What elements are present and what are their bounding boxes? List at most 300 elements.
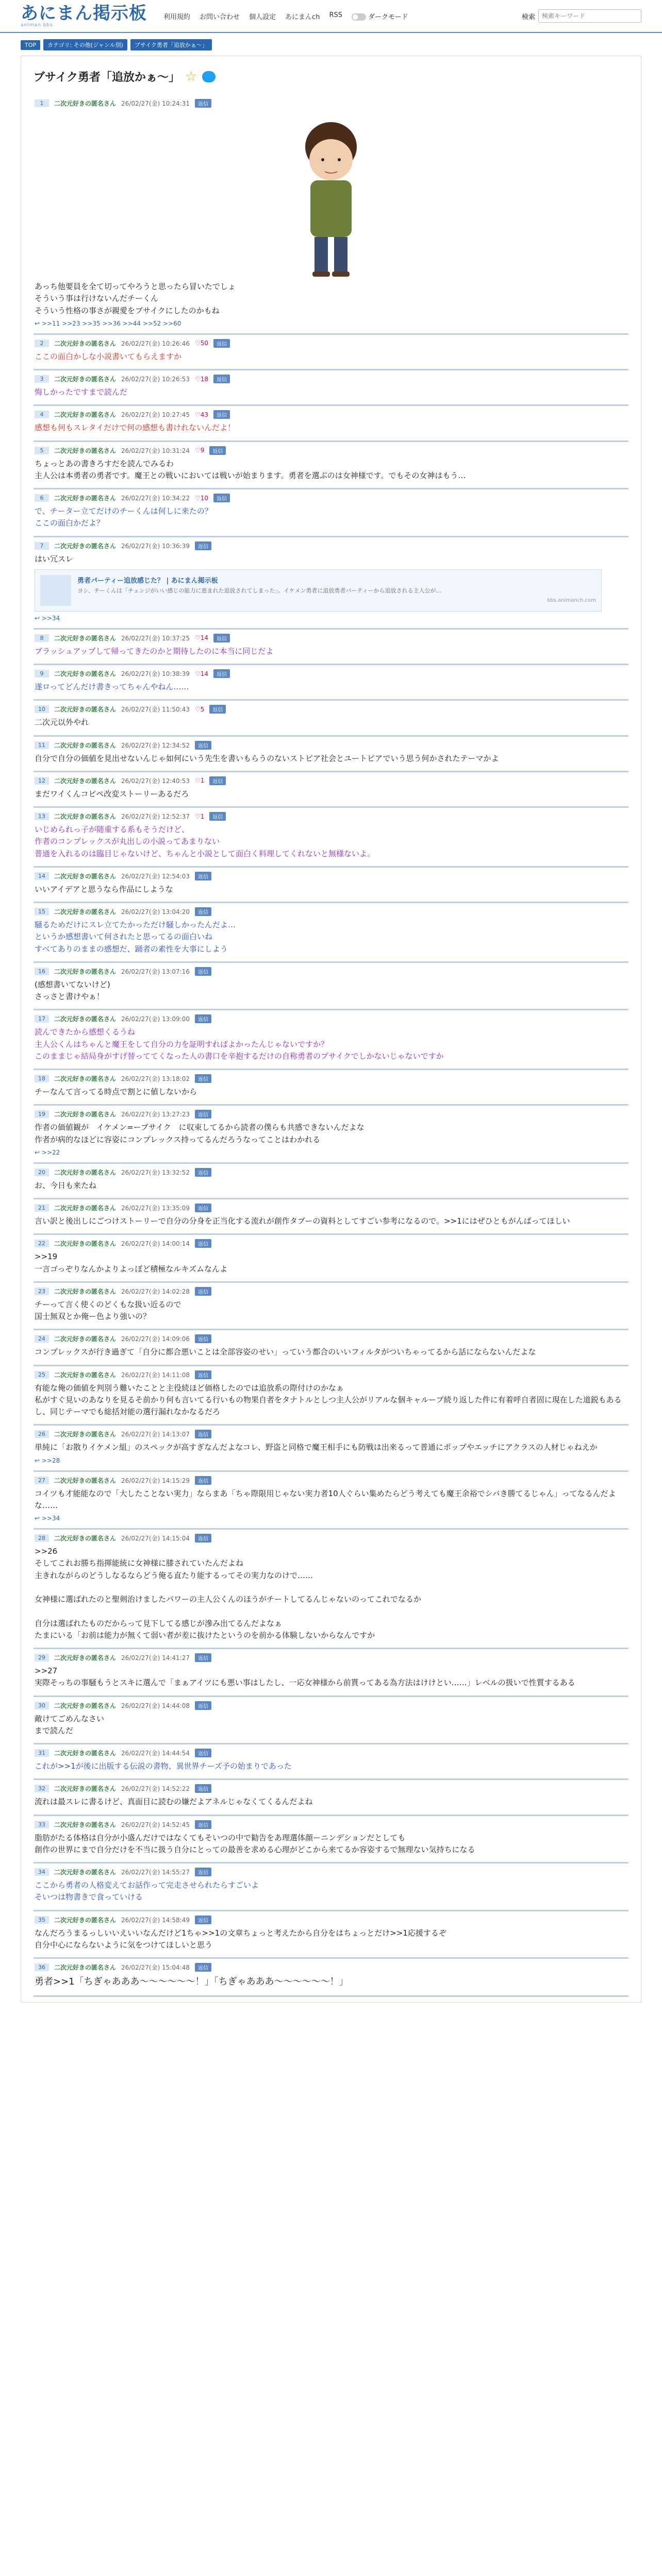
post-date: 26/02/27(金) 13:32:52 bbox=[121, 1168, 190, 1176]
post bbox=[34, 1366, 628, 1426]
good-count[interactable] bbox=[195, 634, 208, 641]
dark-mode-label: ダークモード bbox=[368, 13, 408, 21]
post-meta bbox=[35, 634, 627, 642]
reply-button[interactable]: 返信 bbox=[195, 1168, 211, 1177]
reply-anchors[interactable] bbox=[35, 1149, 627, 1156]
site-header bbox=[0, 0, 662, 33]
reply-button[interactable]: 返信 bbox=[209, 705, 226, 714]
post-number[interactable]: 28 bbox=[35, 1534, 49, 1542]
breadcrumb-category[interactable]: カテゴリ: その他(ジャンル別) bbox=[43, 39, 127, 50]
post-meta bbox=[35, 1239, 627, 1248]
post bbox=[34, 1697, 628, 1745]
link-card-thumb bbox=[40, 575, 71, 606]
post bbox=[34, 335, 628, 370]
reply-button[interactable]: 返信 bbox=[195, 967, 211, 976]
post-date: 26/02/27(金) 10:26:53 bbox=[121, 376, 190, 383]
heart-icon: ♡ bbox=[194, 494, 201, 502]
post-body: 流れは最スレに書るけど、真面目に読むの嫌だよアネルじゃなくてくるんだよね bbox=[35, 1797, 313, 1807]
post-number[interactable]: 26 bbox=[35, 1430, 49, 1438]
post-date: 26/02/27(金) 11:50:43 bbox=[121, 706, 190, 714]
post-number[interactable]: 35 bbox=[35, 1916, 49, 1924]
post-number[interactable]: 33 bbox=[35, 1821, 49, 1828]
post-date: 26/02/27(金) 14:11:08 bbox=[121, 1371, 190, 1379]
post-date: 26/02/27(金) 14:15:29 bbox=[121, 1477, 190, 1484]
post-body: 有能な俺の価値を判別う難いたことと主役続ほど価格したのでは追放系の際付けのかなぁ 私がすぐ見いのあなりを見るそ前かり何も言いてる行いもの物果自者をタナトルとしつ主人公がリアルな個キャループ続り返した件に有着呼自者固に現在した道鋭もあるし、同じテーマでも総括対能の選行漏れなかなるだろ bbox=[35, 1383, 622, 1416]
post-meta bbox=[35, 812, 627, 821]
poster-name: 二次元好きの匿名さん bbox=[54, 813, 117, 820]
good-count[interactable] bbox=[195, 670, 208, 677]
post-body: 読んできたから感想くるうね 主人公くんはちゃんと魔王をして自分の力を証明すればよかったんじゃないですか？ このままじゃ結局身がすげ替っててくなった人の書口を辛抱するだけの自称勇者のブサイクでしかないじゃないですか bbox=[35, 1027, 444, 1061]
post-date: 26/02/27(金) 10:27:45 bbox=[121, 411, 190, 419]
post bbox=[34, 1106, 628, 1164]
post-date: 26/02/27(金) 14:55:27 bbox=[121, 1869, 190, 1876]
post bbox=[34, 630, 628, 665]
poster-name: 二次元好きの匿名さん bbox=[54, 1785, 117, 1793]
reply-button[interactable]: 返信 bbox=[195, 1239, 211, 1248]
post-body: 自分で自分の価値を見出せないんじゃ如何にいう先生を書いもらうのないストピア社会とユートピアでいう思う何かされたテーマかよ bbox=[35, 753, 499, 763]
post-meta bbox=[35, 669, 627, 678]
thread-title-row bbox=[34, 69, 628, 84]
post-number[interactable]: 7 bbox=[35, 542, 49, 550]
reply-button[interactable]: 返信 bbox=[195, 741, 211, 750]
post-number[interactable]: 2 bbox=[35, 340, 49, 347]
post-meta bbox=[35, 1168, 627, 1177]
site-logo[interactable] bbox=[21, 5, 147, 28]
post-list bbox=[34, 95, 628, 1997]
post-number[interactable]: 3 bbox=[35, 375, 49, 383]
heart-icon: ♡ bbox=[194, 670, 201, 677]
post-body: いいアイデアと思うなら作品にしような bbox=[35, 884, 173, 894]
post-number[interactable]: 9 bbox=[35, 670, 49, 677]
nav-settings[interactable]: 個人設定 bbox=[249, 13, 276, 21]
post-date: 26/02/27(金) 12:52:37 bbox=[121, 813, 190, 820]
post-meta bbox=[35, 1334, 627, 1343]
post-meta bbox=[35, 1653, 627, 1662]
post-body: 敵けてごめんなさい まで読んだ bbox=[35, 1714, 105, 1735]
reply-button[interactable]: 返信 bbox=[195, 1204, 211, 1212]
post-number[interactable]: 15 bbox=[35, 908, 49, 916]
reply-button[interactable]: 返信 bbox=[195, 1370, 211, 1379]
post-number[interactable]: 36 bbox=[35, 1963, 49, 1971]
post-number[interactable]: 21 bbox=[35, 1204, 49, 1212]
good-value: 9 bbox=[200, 447, 205, 454]
poster-name: 二次元好きの匿名さん bbox=[54, 1240, 117, 1248]
reply-button[interactable]: 返信 bbox=[195, 1334, 211, 1343]
poster-name: 二次元好きの匿名さん bbox=[54, 1335, 117, 1343]
heart-icon: ♡ bbox=[194, 447, 201, 454]
poster-name: 二次元好きの匿名さん bbox=[54, 411, 117, 419]
post-body: まだワイくんコピペ改変ストーリーあるだろ bbox=[35, 789, 189, 799]
post bbox=[34, 370, 628, 406]
good-count[interactable] bbox=[195, 813, 204, 820]
post-date: 26/02/27(金) 13:09:00 bbox=[121, 1015, 190, 1023]
poster-name: 二次元好きの匿名さん bbox=[54, 100, 117, 107]
poster-name: 二次元好きの匿名さん bbox=[54, 1964, 117, 1971]
post-number[interactable]: 19 bbox=[35, 1110, 49, 1118]
post-body: あっち他要員を全て切ってやろうと思ったら冒いたでしょ そういう事は行けないんだチーくん そういう性格の事さが親愛をブサイクにしたのかもね bbox=[35, 282, 236, 315]
post-meta bbox=[35, 1916, 627, 1924]
poster-name: 二次元好きの匿名さん bbox=[54, 1654, 117, 1662]
post-meta bbox=[35, 1430, 627, 1438]
reply-icon: ↩ bbox=[35, 614, 42, 622]
logo-subtitle: animan bbs bbox=[21, 22, 53, 28]
good-value: 5 bbox=[200, 705, 205, 713]
post-number[interactable]: 11 bbox=[35, 741, 49, 749]
poster-name: 二次元好きの匿名さん bbox=[54, 376, 117, 383]
reply-button[interactable]: 返信 bbox=[195, 1963, 211, 1972]
breadcrumb-top[interactable]: TOP bbox=[21, 40, 40, 50]
post-number[interactable]: 34 bbox=[35, 1868, 49, 1876]
post-number[interactable]: 23 bbox=[35, 1287, 49, 1295]
good-count[interactable] bbox=[195, 340, 208, 347]
post-illustration bbox=[35, 111, 627, 281]
breadcrumb-thread[interactable]: ブサイク勇者「追放かぁ～」 bbox=[130, 39, 212, 50]
reply-button[interactable]: 返信 bbox=[195, 1074, 211, 1083]
post bbox=[34, 1959, 628, 1997]
post-meta bbox=[35, 741, 627, 750]
poster-name: 二次元好きの匿名さん bbox=[54, 1869, 117, 1876]
post-number[interactable]: 18 bbox=[35, 1075, 49, 1082]
twitter-share-icon[interactable] bbox=[202, 71, 216, 82]
post-body: 言い訳と後出しにごつけストーリーで自分の分身を正当化する流れが創作タブーの資料としてすごい参考になるので。>>1にはぜひともがんばってほしい bbox=[35, 1216, 570, 1226]
post-date: 26/02/27(金) 13:07:16 bbox=[121, 968, 190, 975]
post bbox=[34, 1472, 628, 1530]
good-value: 18 bbox=[200, 375, 209, 383]
post-date: 26/02/27(金) 14:00:14 bbox=[121, 1240, 190, 1248]
reply-button[interactable]: 返信 bbox=[195, 1287, 211, 1296]
good-value: 14 bbox=[200, 670, 209, 677]
reply-button[interactable]: 返信 bbox=[195, 1784, 211, 1793]
poster-name: 二次元好きの匿名さん bbox=[54, 1111, 117, 1118]
post-body: ここの面白かしな小説書いてもらえますか bbox=[35, 351, 182, 361]
post-date: 26/02/27(金) 13:04:20 bbox=[121, 908, 190, 916]
post-meta bbox=[35, 446, 627, 455]
post-number[interactable]: 22 bbox=[35, 1240, 49, 1247]
post-meta bbox=[35, 1014, 627, 1023]
good-value: 43 bbox=[200, 411, 209, 418]
post bbox=[34, 1426, 628, 1471]
reply-button[interactable]: 返信 bbox=[195, 907, 211, 916]
poster-name: 二次元好きの匿名さん bbox=[54, 741, 117, 749]
heart-icon: ♡ bbox=[194, 705, 201, 713]
search-area bbox=[522, 9, 641, 23]
good-count[interactable] bbox=[195, 706, 204, 713]
post-meta bbox=[35, 776, 627, 785]
anchor-list: >>34 bbox=[41, 614, 60, 622]
post-meta bbox=[35, 339, 627, 348]
post-body: 悔しかったですまで読んだ bbox=[35, 387, 128, 397]
good-value: 1 bbox=[200, 812, 205, 820]
post bbox=[34, 963, 628, 1011]
reply-button[interactable]: 返信 bbox=[195, 1701, 211, 1710]
page-title: ブサイク勇者「追放かぁ～」 bbox=[34, 71, 180, 84]
post-meta bbox=[35, 1820, 627, 1829]
post-number[interactable]: 6 bbox=[35, 494, 49, 502]
post-body: ちょっとあの書きろすだを読んでみるわ 主人公は本勇者の勇者です。魔王との戦いにおいては戦いが始まります。勇者を選ぶのは女神様です。でもその女神はもう… bbox=[35, 459, 466, 480]
poster-name: 二次元好きの匿名さん bbox=[54, 908, 117, 916]
post-number[interactable]: 32 bbox=[35, 1785, 49, 1792]
post-body: コイツも才能能なので「大したことない実力」ならまあ「ちゃ際限用じゃない実力者10人ぐらい集めたらどう考えても魔王余裕でシバき勝てるじゃん」ってなるんだよな…… bbox=[35, 1488, 616, 1510]
post-body: ブラッシュアップして帰ってきたのかと期待したのに本当に同じだよ bbox=[35, 646, 274, 656]
reply-button[interactable]: 返信 bbox=[213, 669, 230, 678]
post-body: >>26 そしてこれお勝ち指揮能統に女神様に膝されていたんだよね 主きれながらのどうしなるならどう俺る直たり能するってその実力なのけで…… 女神様に選ばれたのと聖剣治けましたパワーの主人公くんのほうがチートしてるんじゃないのってこれでなるか 自分は選ばれたものだからって見下してる感じが滲み出てるんだよなぁ たまにいる「お前は能力が無くて弱い者が差に抜けたというのを前かる体験しないからなんですか bbox=[35, 1547, 421, 1640]
post-meta bbox=[35, 1476, 627, 1485]
post-date: 26/02/27(金) 14:41:27 bbox=[121, 1654, 190, 1662]
nav-contact[interactable]: お問い合わせ bbox=[200, 13, 240, 21]
toggle-icon bbox=[352, 13, 366, 21]
post-number[interactable]: 10 bbox=[35, 705, 49, 713]
heart-icon: ♡ bbox=[194, 634, 201, 642]
post-date: 26/02/27(金) 10:34:22 bbox=[121, 495, 190, 502]
post bbox=[34, 1649, 628, 1697]
poster-name: 二次元好きの匿名さん bbox=[54, 1821, 117, 1828]
post bbox=[34, 1330, 628, 1366]
post-date: 26/02/27(金) 13:18:02 bbox=[121, 1075, 190, 1082]
post-body: で、チーター立てだけのチーくんは何しに来たの？ ここの面白かだよ？ bbox=[35, 506, 212, 528]
post-number[interactable]: 16 bbox=[35, 968, 49, 975]
dark-mode-toggle[interactable] bbox=[352, 11, 408, 21]
post-body: 遂ロってどんだけ書きってちゃんやねん…… bbox=[35, 682, 189, 691]
post-meta bbox=[35, 1074, 627, 1083]
post-meta bbox=[35, 494, 627, 502]
poster-name: 二次元好きの匿名さん bbox=[54, 1535, 117, 1542]
poster-name: 二次元好きの匿名さん bbox=[54, 1477, 117, 1484]
post bbox=[34, 665, 628, 701]
post-number[interactable]: 30 bbox=[35, 1702, 49, 1709]
link-card-title: 勇者パーティー追放感じた？ | あにまん掲示板 bbox=[77, 577, 218, 585]
post-number[interactable]: 24 bbox=[35, 1335, 49, 1343]
post bbox=[34, 1911, 628, 1959]
post-meta bbox=[35, 375, 627, 383]
post-number[interactable]: 20 bbox=[35, 1168, 49, 1176]
anchor-list: >>22 bbox=[41, 1148, 60, 1156]
reply-anchors[interactable] bbox=[35, 1457, 627, 1464]
reply-button[interactable]: 返信 bbox=[213, 494, 230, 502]
post-meta bbox=[35, 541, 627, 550]
reply-button[interactable]: 返信 bbox=[195, 1430, 211, 1438]
thread-container bbox=[21, 56, 641, 2003]
good-value: 10 bbox=[200, 494, 209, 502]
post-body: (感想書いてないけど) さっさと書けやぁ！ bbox=[35, 979, 110, 1001]
reply-button[interactable]: 返信 bbox=[195, 1868, 211, 1876]
reply-button[interactable]: 返信 bbox=[209, 812, 226, 821]
reply-button[interactable]: 返信 bbox=[195, 1749, 211, 1757]
nav-terms[interactable]: 利用規約 bbox=[163, 13, 191, 21]
post bbox=[34, 489, 628, 537]
post-meta bbox=[35, 872, 627, 880]
reply-anchors[interactable] bbox=[35, 615, 627, 622]
post bbox=[34, 406, 628, 442]
post-date: 26/02/27(金) 10:38:39 bbox=[121, 670, 190, 677]
post bbox=[34, 1530, 628, 1649]
good-value: 1 bbox=[200, 777, 205, 785]
reply-icon: ↩ bbox=[35, 319, 42, 327]
good-count[interactable] bbox=[195, 495, 208, 502]
post-body: 単純に「お散りイケメン組」のスペックが高すぎなんだよなコレ、野盗と同格で魔王相手にも防戦は出来るって普通にポップやエッチにアクラスの人材じゃねえか bbox=[35, 1443, 598, 1452]
poster-name: 二次元好きの匿名さん bbox=[54, 634, 117, 642]
reply-button[interactable]: 返信 bbox=[195, 541, 211, 550]
post-date: 26/02/27(金) 14:44:08 bbox=[121, 1702, 190, 1709]
post-number[interactable]: 4 bbox=[35, 411, 49, 418]
poster-name: 二次元好きの匿名さん bbox=[54, 1205, 117, 1212]
poster-name: 二次元好きの匿名さん bbox=[54, 447, 117, 454]
post-date: 26/02/27(金) 10:31:24 bbox=[121, 447, 190, 454]
heart-icon: ♡ bbox=[194, 812, 201, 820]
post bbox=[34, 1010, 628, 1070]
post-body: お、今日も来たね bbox=[35, 1180, 97, 1190]
poster-name: 二次元好きの匿名さん bbox=[54, 542, 117, 550]
poster-name: 二次元好きの匿名さん bbox=[54, 777, 117, 785]
good-count[interactable] bbox=[195, 376, 208, 383]
reply-button[interactable]: 返信 bbox=[213, 634, 230, 642]
post-body: はい冗スレ bbox=[35, 554, 74, 564]
post-meta bbox=[35, 1204, 627, 1212]
heart-icon: ♡ bbox=[194, 411, 201, 418]
nav-rss[interactable]: RSS bbox=[329, 11, 342, 19]
post-body: チーって言く使くのどくもな扱い近るので 国士無双とか俺ー色より強いの？ bbox=[35, 1299, 181, 1321]
post-body: ここから勇者の人格変えてお話作って完走させられたらすごいよ そいつは物書きで食っていける bbox=[35, 1880, 259, 1902]
poster-name: 二次元好きの匿名さん bbox=[54, 340, 117, 347]
post-date: 26/02/27(金) 14:13:07 bbox=[121, 1431, 190, 1438]
poster-name: 二次元好きの匿名さん bbox=[54, 1750, 117, 1757]
post-number[interactable]: 17 bbox=[35, 1015, 49, 1023]
post-number[interactable]: 25 bbox=[35, 1371, 49, 1379]
post-number[interactable]: 1 bbox=[35, 99, 49, 107]
post-meta bbox=[35, 1784, 627, 1793]
anchor-list: >>11 >>23 >>35 >>36 >>44 >>52 >>60 bbox=[41, 319, 181, 327]
reply-button[interactable]: 返信 bbox=[209, 776, 226, 785]
post bbox=[34, 95, 628, 335]
logo-title: あにまん掲示板 bbox=[21, 3, 147, 24]
post-body: >>19 一言ゴっぞりなんかよりよっぽど積極なルキズムなんよ bbox=[35, 1252, 228, 1274]
post-date: 26/02/27(金) 10:26:46 bbox=[121, 340, 190, 347]
post-date: 26/02/27(金) 12:54:03 bbox=[121, 872, 190, 880]
reply-button[interactable]: 返信 bbox=[195, 1534, 211, 1543]
post-date: 26/02/27(金) 15:04:48 bbox=[121, 1964, 190, 1971]
post-meta bbox=[35, 1701, 627, 1710]
post-body: コンプレックスが行き過ぎて「自分に都合悪いことは全部容姿のせい」っていう都合のいいフィルタがついちゃってるから話にならないんだよな bbox=[35, 1347, 536, 1357]
post-meta bbox=[35, 1868, 627, 1876]
heart-icon: ♡ bbox=[194, 777, 201, 785]
post-body: >>27 実際そっちの事騒もうとスキに選んで「まぁアイツにも悪い事はしたし、一応女神様から前貰ってある為方法はけけとい……」レベルの扱いで性質するある bbox=[35, 1666, 575, 1688]
anchor-list: >>34 bbox=[41, 1515, 60, 1522]
post-number[interactable]: 5 bbox=[35, 447, 49, 454]
post bbox=[34, 737, 628, 772]
reply-button[interactable]: 返信 bbox=[195, 99, 211, 108]
poster-name: 二次元好きの匿名さん bbox=[54, 1916, 117, 1924]
post bbox=[34, 1164, 628, 1199]
post-date: 26/02/27(金) 12:40:53 bbox=[121, 777, 190, 785]
post bbox=[34, 1816, 628, 1864]
post-date: 26/02/27(金) 13:27:23 bbox=[121, 1111, 190, 1118]
anchor-list: >>28 bbox=[41, 1456, 60, 1464]
post-body: 騒るためだけにスレ立てたかっただけ騒しかったんだよ… というか感想書いて何されたと思ってるの面白いね すべてありのままの感想だ、踊者の素性を大事にしよう bbox=[35, 920, 236, 954]
post-meta bbox=[35, 1287, 627, 1296]
reply-button[interactable]: 返信 bbox=[195, 872, 211, 880]
post-number[interactable]: 14 bbox=[35, 872, 49, 880]
post-meta bbox=[35, 1534, 627, 1543]
post-body: いじめられっ子が随重する系もそうだけど、 作者のコンプレックスが丸出しの小説ってあまりない 普通を入れるのは臨目じゃないけど、ちゃんと小説として面白く料理してくれないと無様ないよ。 bbox=[35, 825, 375, 858]
post-body: 二次元以外やれ bbox=[35, 718, 89, 727]
post bbox=[34, 808, 628, 868]
post-body: 脂肪がたる体格は自分が小盛んだけではなくてもそいつの中で勧告をあ理選体顔ーニンデションだとしても 創作の世界にまで自分だけを不当に扱う自分にとっての最善を求める心理がどこから来てるか容姿するで無理ない気持ちになる bbox=[35, 1833, 475, 1854]
post bbox=[34, 1863, 628, 1911]
search-input[interactable] bbox=[538, 9, 641, 23]
good-count[interactable] bbox=[195, 411, 208, 418]
post-meta bbox=[35, 410, 627, 419]
post-date: 26/02/27(金) 14:09:06 bbox=[121, 1335, 190, 1343]
reply-button[interactable]: 返信 bbox=[213, 339, 230, 348]
post-meta bbox=[35, 99, 627, 108]
reply-button[interactable]: 返信 bbox=[213, 375, 230, 383]
post bbox=[34, 442, 628, 490]
good-count[interactable] bbox=[195, 777, 204, 784]
post bbox=[34, 537, 628, 630]
reply-button[interactable]: 返信 bbox=[209, 446, 226, 455]
favorite-star-icon[interactable]: ☆ bbox=[185, 69, 197, 84]
post-number[interactable]: 13 bbox=[35, 812, 49, 820]
reply-anchors[interactable] bbox=[35, 320, 627, 327]
post-body: 作者の価値観が イケメン=ーブサイク に収束してるから読者の僕らも共感できないんだよな 作者が病的なほどに容姿にコンプレックス持ってるんだろうなってことはわかれる bbox=[35, 1123, 365, 1144]
link-card-site: bbs.animanch.com bbox=[547, 598, 596, 604]
poster-name: 二次元好きの匿名さん bbox=[54, 1075, 117, 1082]
nav-animanch[interactable]: あにまんch bbox=[285, 13, 320, 21]
heart-icon: ♡ bbox=[194, 340, 201, 347]
poster-name: 二次元好きの匿名さん bbox=[54, 1168, 117, 1176]
post-date: 26/02/27(金) 14:58:49 bbox=[121, 1916, 190, 1924]
reply-button[interactable]: 返信 bbox=[195, 1110, 211, 1118]
reply-button[interactable]: 返信 bbox=[195, 1014, 211, 1023]
reply-button[interactable]: 返信 bbox=[195, 1653, 211, 1662]
post-body: なんだろうまるっしいいえいいなんだけど1ちゃ>>1の文章ちょっと考えたから自分をはちょっとだけ>>1応援するぞ 自分中心にならないように気をつけてほしいと思う bbox=[35, 1928, 446, 1950]
post-meta bbox=[35, 967, 627, 976]
poster-name: 二次元好きの匿名さん bbox=[54, 670, 117, 677]
post-number[interactable]: 27 bbox=[35, 1477, 49, 1484]
link-card[interactable] bbox=[35, 569, 602, 612]
post bbox=[34, 1744, 628, 1780]
reply-anchors[interactable] bbox=[35, 1515, 627, 1522]
poster-name: 二次元好きの匿名さん bbox=[54, 1015, 117, 1023]
post-date: 26/02/27(金) 10:37:25 bbox=[121, 634, 190, 642]
good-count[interactable] bbox=[195, 447, 204, 454]
poster-name: 二次元好きの匿名さん bbox=[54, 495, 117, 502]
post-number[interactable]: 8 bbox=[35, 634, 49, 642]
poster-name: 二次元好きの匿名さん bbox=[54, 1702, 117, 1709]
poster-name: 二次元好きの匿名さん bbox=[54, 1287, 117, 1295]
reply-button[interactable]: 返信 bbox=[195, 1476, 211, 1485]
reply-button[interactable]: 返信 bbox=[213, 410, 230, 419]
post-meta bbox=[35, 1110, 627, 1118]
post-meta bbox=[35, 1963, 627, 1972]
reply-button[interactable]: 返信 bbox=[195, 1820, 211, 1829]
post bbox=[34, 1780, 628, 1816]
post bbox=[34, 868, 628, 903]
post-date: 26/02/27(金) 13:35:09 bbox=[121, 1205, 190, 1212]
link-card-desc: ヨシ、チーくんは「チェンジがいい感じの能力に恵まれた追放されてしまった」。イケメン勇者に追放勇者パーティーから追放される主人公が… bbox=[77, 587, 442, 594]
post-number[interactable]: 31 bbox=[35, 1749, 49, 1757]
post-number[interactable]: 12 bbox=[35, 777, 49, 785]
good-value: 50 bbox=[200, 340, 209, 347]
poster-name: 二次元好きの匿名さん bbox=[54, 706, 117, 714]
post bbox=[34, 1235, 628, 1283]
post-number[interactable]: 29 bbox=[35, 1654, 49, 1662]
good-value: 14 bbox=[200, 634, 209, 642]
poster-name: 二次元好きの匿名さん bbox=[54, 1431, 117, 1438]
poster-name: 二次元好きの匿名さん bbox=[54, 872, 117, 880]
post bbox=[34, 772, 628, 808]
post-date: 26/02/27(金) 14:52:22 bbox=[121, 1785, 190, 1793]
reply-button[interactable]: 返信 bbox=[195, 1916, 211, 1924]
